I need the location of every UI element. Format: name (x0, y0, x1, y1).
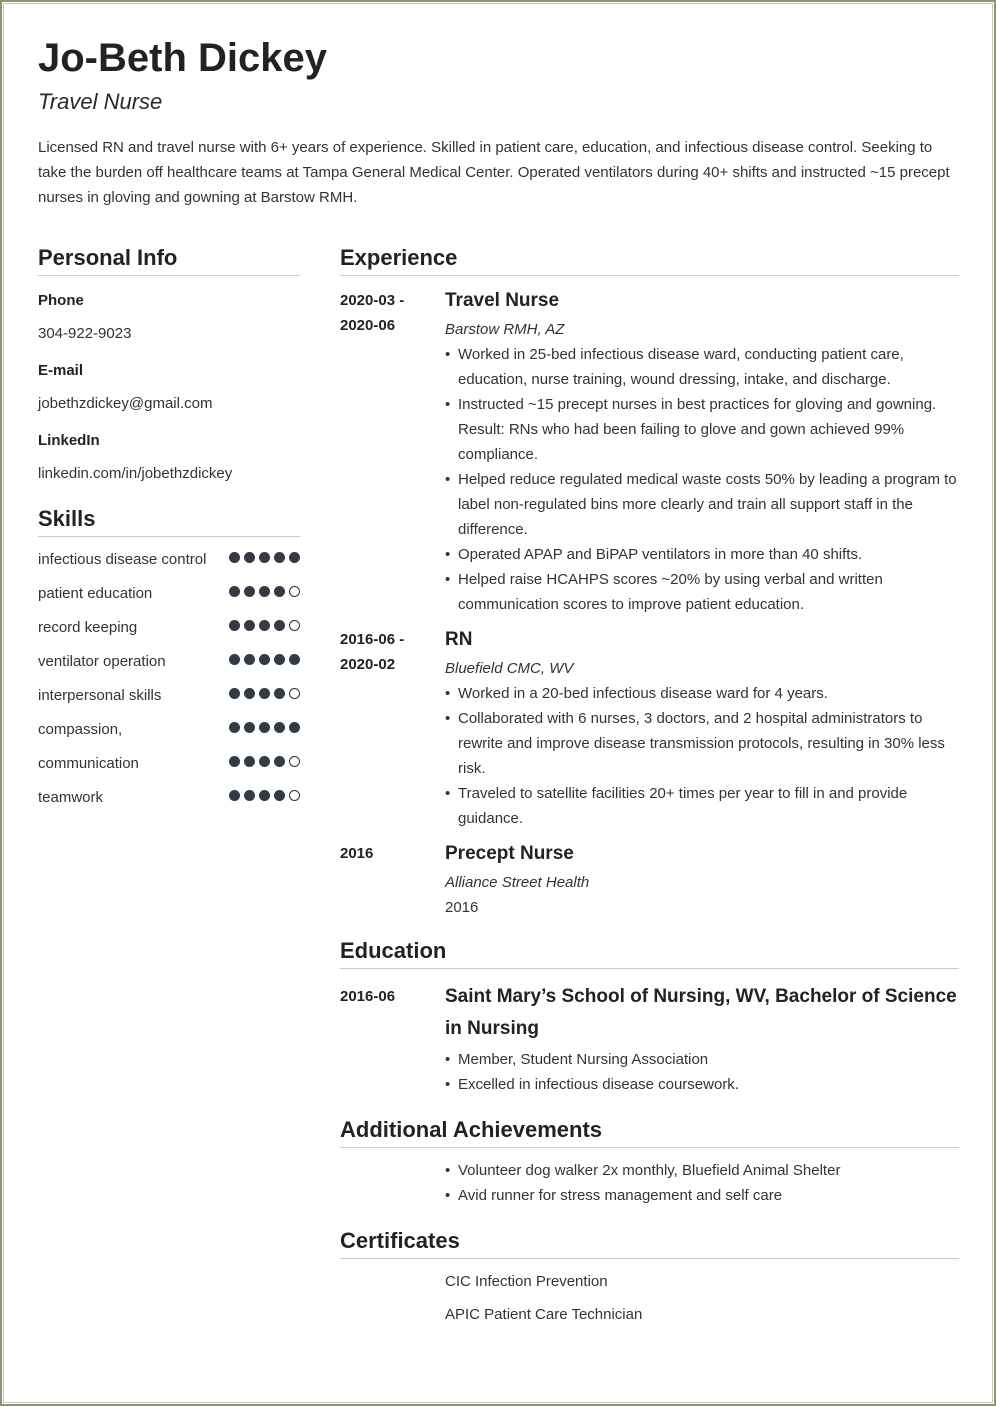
skill-row (38, 547, 300, 572)
rating-dot-filled (289, 654, 300, 665)
skill-name: compassion, (38, 721, 123, 738)
experience-entry (340, 841, 959, 920)
rating-dot-filled (274, 722, 285, 733)
job-title: Travel Nurse (445, 290, 560, 311)
rating-dot-filled (274, 756, 285, 767)
rating-dot-filled (259, 688, 270, 699)
education-bullets (445, 1047, 959, 1097)
personal-info-heading: Personal Info (38, 243, 300, 276)
achievements-bullets (445, 1158, 959, 1208)
job-dates (340, 841, 445, 920)
rating-dot-filled (289, 722, 300, 733)
job-date-end: 2020-06 (340, 317, 396, 334)
rating-dot-filled (244, 790, 255, 801)
rating-dot-filled (244, 688, 255, 699)
job-date-end: 2020-02 (340, 656, 396, 673)
right-column (340, 243, 959, 1327)
skill-name: interpersonal skills (38, 687, 162, 704)
rating-dot-filled (274, 654, 285, 665)
rating-dot-filled (259, 620, 270, 631)
experience-entry (340, 288, 959, 617)
skill-row (38, 717, 300, 742)
rating-dot-empty (289, 688, 300, 699)
list-item: • Worked in 25-bed infectious disease ward, conducting patient care, education, nurse training, wound dressing, intake, and discharge. (445, 342, 959, 392)
job-date-start: 2020-03 - (340, 292, 405, 309)
certificate-item: APIC Patient Care Technician (445, 1306, 643, 1323)
education-date: 2016-06 (340, 988, 396, 1005)
experience-heading: Experience (340, 243, 959, 276)
achievements-heading: Additional Achievements (340, 1115, 959, 1148)
skill-name: ventilator operation (38, 653, 166, 670)
job-note: 2016 (445, 899, 479, 916)
education-heading: Education (340, 936, 959, 969)
rating-dot-filled (229, 790, 240, 801)
job-dates (340, 288, 445, 617)
job-date-start: 2016 (340, 845, 374, 862)
list-item: • Worked in a 20-bed infectious disease ward for 4 years. (445, 681, 959, 706)
skill-row (38, 615, 300, 640)
list-item: • Avid runner for stress management and self care (445, 1183, 959, 1208)
skill-rating (229, 649, 300, 665)
certificates-heading: Certificates (340, 1226, 959, 1259)
job-employer: Bluefield CMC, WV (445, 660, 574, 677)
rating-dot-filled (259, 722, 270, 733)
job-title: Precept Nurse (445, 843, 574, 864)
rating-dot-filled (244, 722, 255, 733)
rating-dot-filled (229, 620, 240, 631)
skill-name: teamwork (38, 789, 104, 806)
skill-rating (229, 615, 300, 631)
list-item: • Collaborated with 6 nurses, 3 doctors, and 2 hospital administrators to rewrite and improve disease transmission protocols, resulting in 30% less risk. (445, 706, 959, 781)
skill-rating (229, 751, 300, 767)
rating-dot-filled (244, 586, 255, 597)
rating-dot-empty (289, 756, 300, 767)
skill-rating (229, 785, 300, 801)
education-entry (340, 981, 959, 1097)
skill-row (38, 785, 300, 810)
skill-row (38, 581, 300, 606)
skill-rating (229, 683, 300, 699)
rating-dot-filled (289, 552, 300, 563)
list-item: • Volunteer dog walker 2x monthly, Bluefield Animal Shelter (445, 1158, 959, 1183)
job-date-start: 2016-06 - (340, 631, 405, 648)
rating-dot-filled (229, 654, 240, 665)
job-employer: Alliance Street Health (445, 874, 590, 891)
rating-dot-filled (244, 552, 255, 563)
rating-dot-filled (244, 756, 255, 767)
summary-paragraph: Licensed RN and travel nurse with 6+ years of experience. Skilled in patient care, education, and infectious disease control. Seeking to take the burden off healthcare teams at Tampa General Medical Center. Operated ventilators during 40+ shifts and instructed ~15 precept nurses in gloving and gowning at Barstow RMH. (38, 139, 950, 206)
skill-rating (229, 547, 300, 563)
experience-list (340, 288, 959, 920)
rating-dot-filled (259, 654, 270, 665)
list-item: • Excelled in infectious disease coursework. (445, 1072, 959, 1097)
skills-list (38, 547, 300, 810)
email-value: jobethzdickey@gmail.com (38, 395, 213, 412)
phone-label: Phone (38, 292, 84, 309)
rating-dot-empty (289, 620, 300, 631)
certificate-item: CIC Infection Prevention (445, 1273, 608, 1290)
skills-heading: Skills (38, 504, 300, 537)
skill-name: record keeping (38, 619, 138, 636)
certificates-entry (340, 1269, 959, 1327)
rating-dot-filled (259, 790, 270, 801)
achievements-entry (340, 1158, 959, 1208)
skill-name: communication (38, 755, 139, 772)
skill-name: patient education (38, 585, 153, 602)
skill-rating (229, 581, 300, 597)
rating-dot-filled (229, 688, 240, 699)
education-degree: Saint Mary’s School of Nursing, WV, Bachelor of Science in Nursing (445, 986, 957, 1039)
rating-dot-empty (289, 586, 300, 597)
rating-dot-filled (274, 688, 285, 699)
job-employer: Barstow RMH, AZ (445, 321, 565, 338)
job-bullets (445, 342, 959, 617)
job-dates (340, 627, 445, 831)
rating-dot-filled (274, 552, 285, 563)
list-item: • Member, Student Nursing Association (445, 1047, 959, 1072)
candidate-name: Jo-Beth Dickey (38, 36, 327, 80)
skill-rating (229, 717, 300, 733)
rating-dot-filled (229, 756, 240, 767)
linkedin-label: LinkedIn (38, 432, 100, 449)
skill-row (38, 751, 300, 776)
list-item: • Helped raise HCAHPS scores ~20% by using verbal and written communication scores to improve patient education. (445, 567, 959, 617)
rating-dot-filled (259, 552, 270, 563)
skill-name: infectious disease control (38, 551, 207, 568)
linkedin-value: linkedin.com/in/jobethzdickey (38, 465, 233, 482)
rating-dot-filled (259, 586, 270, 597)
rating-dot-filled (274, 586, 285, 597)
job-bullets (445, 681, 959, 831)
rating-dot-empty (289, 790, 300, 801)
rating-dot-filled (229, 722, 240, 733)
skill-row (38, 683, 300, 708)
candidate-role: Travel Nurse (38, 89, 163, 114)
list-item: • Instructed ~15 precept nurses in best practices for gloving and gowning. Result: RNs who had been failing to glove and gown achieved 99% compliance. (445, 392, 959, 467)
experience-entry (340, 627, 959, 831)
list-item: • Operated APAP and BiPAP ventilators in more than 40 shifts. (445, 542, 959, 567)
job-title: RN (445, 629, 473, 650)
rating-dot-filled (274, 620, 285, 631)
list-item: • Helped reduce regulated medical waste costs 50% by leading a program to label non-regulated bins more clearly and train all support staff in the difference. (445, 467, 959, 542)
phone-value: 304-922-9023 (38, 325, 132, 342)
rating-dot-filled (259, 756, 270, 767)
rating-dot-filled (244, 654, 255, 665)
email-label: E-mail (38, 362, 84, 379)
list-item: • Traveled to satellite facilities 20+ times per year to fill in and provide guidance. (445, 781, 959, 831)
rating-dot-filled (229, 586, 240, 597)
rating-dot-filled (244, 620, 255, 631)
rating-dot-filled (274, 790, 285, 801)
rating-dot-filled (229, 552, 240, 563)
skill-row (38, 649, 300, 674)
left-column (38, 243, 300, 810)
